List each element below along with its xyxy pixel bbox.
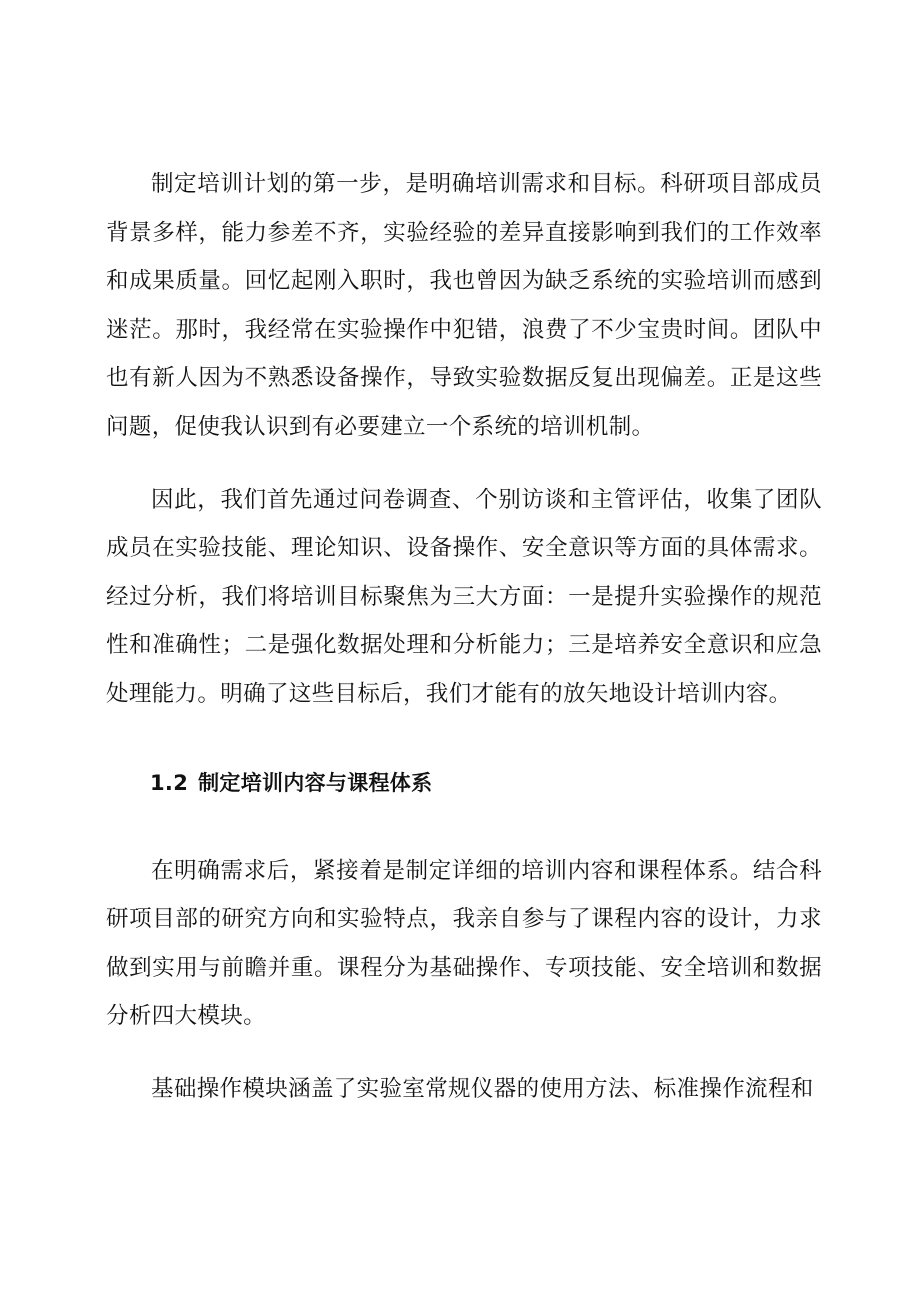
paragraph-curriculum: 在明确需求后，紧接着是制定详细的培训内容和课程体系。结合科研项目部的研究方向和实验特点，我亲自参与了课程内容的设计，力求做到实用与前瞻并重。课程分为基础操作、专项技能、安全培训和数据分析四大模块。 [106,857,822,1030]
document-body [106,160,822,1114]
paragraph-training-goals: 因此，我们首先通过问卷调查、个别访谈和主管评估，收集了团队成员在实验技能、理论知识、设备操作、安全意识等方面的具体需求。经过分析，我们将培训目标聚焦为三大方面：一是提升实验操作的规范性和准确性；二是强化数据处理和分析能力；三是培养安全意识和应急处理能力。明确了这些目标后，我们才能有的放矢地设计培训内容。 [106,486,822,707]
section-title: 制定培训内容与课程体系 [198,770,433,795]
section-heading [106,767,822,799]
paragraph-training-needs: 制定培训计划的第一步，是明确培训需求和目标。科研项目部成员背景多样，能力参差不齐，实验经验的差异直接影响到我们的工作效率和成果质量。回忆起刚入职时，我也曾因为缺乏系统的实验培训而感到迷茫。那时，我经常在实验操作中犯错，浪费了不少宝贵时间。团队中也有新人因为不熟悉设备操作，导致实验数据反复出现偏差。正是这些问题，促使我认识到有必要建立一个系统的培训机制。 [106,171,822,440]
section-number: 1.2 [150,770,189,795]
paragraph-basic-module: 基础操作模块涵盖了实验室常规仪器的使用方法、标准操作流程和 [151,1075,814,1102]
